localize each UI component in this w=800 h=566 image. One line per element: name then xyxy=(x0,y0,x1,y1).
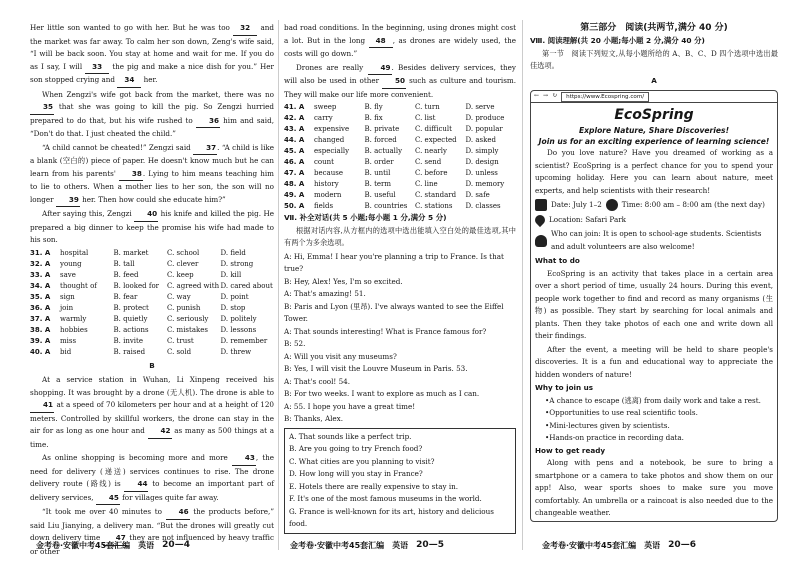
choice-option: D. How long will you stay in France? xyxy=(289,469,423,478)
blank-32: 32 xyxy=(233,22,257,36)
blank-40: 40 xyxy=(134,208,158,222)
option-d: D. kill xyxy=(220,270,242,279)
option-b: B. countries xyxy=(364,202,408,210)
option-a: fields xyxy=(314,202,334,210)
ecospring-logo: EcoSpring xyxy=(614,107,694,123)
option-b: B. market xyxy=(113,248,149,257)
option-b: B. fly xyxy=(364,103,383,111)
option-row xyxy=(284,124,516,135)
option-row xyxy=(284,113,516,124)
option-row xyxy=(30,303,274,314)
option-c: C. clever xyxy=(167,259,199,268)
option-d: D. remember xyxy=(220,336,268,345)
option-d: D. cared about xyxy=(220,281,273,290)
option-b: B. looked for xyxy=(113,281,160,290)
option-d: D. field xyxy=(220,248,246,257)
option-b: B. fix xyxy=(364,114,383,122)
why-item: • Mini-lectures given by scientists. xyxy=(545,420,773,433)
option-c: C. before xyxy=(415,169,448,177)
option-d: D. produce xyxy=(465,114,505,122)
option-n: 40. A xyxy=(30,347,51,356)
section-instructions: 第一节 阅读下列短文,从每小题所给的 A、B、C、D 四个选项中选出最佳选项。 xyxy=(530,48,778,70)
option-row xyxy=(284,179,516,190)
option-d: D. politely xyxy=(220,314,257,323)
option-b: B. quietly xyxy=(113,314,148,323)
dialogue-line: B: Thanks, Alex. xyxy=(284,414,344,423)
passage-paragraph: Her little son wanted to go with her. But he was too 32 and the market was far away. To calm her son down, Zeng's wife said, “I will be back soon. You stay at home and wait for me. If you do as I say, I will 33 the pig and make a nice dish for you.” Her son stopped crying and 34 her. xyxy=(30,22,274,88)
option-a: modern xyxy=(314,191,342,199)
option-d: D. safe xyxy=(465,191,490,199)
dialogue-line: A: That's cool! 54. xyxy=(284,376,351,386)
column-divider xyxy=(522,20,523,550)
option-a: because xyxy=(314,169,343,177)
option-n: 36. A xyxy=(30,303,51,312)
option-d: D. strong xyxy=(220,259,254,268)
option-d: D. unless xyxy=(465,169,498,177)
location-row xyxy=(535,214,773,227)
dialogue-line: A: That's amazing! 51. xyxy=(284,289,366,298)
option-d: D. threw xyxy=(220,347,252,356)
footer-page-number: 20—6 xyxy=(668,540,696,550)
why-item: • Opportunities to use real scientific tools. xyxy=(545,407,773,420)
option-row xyxy=(30,314,274,325)
passage-paragraph: “It took me over 40 minutes to 46 the products before,” said Liu Jianying, a delivery man. “But the drones will greatly cut down delivery time 47 they are not influenced by heavy traffic or other xyxy=(30,507,274,556)
dialogue-line: B: Yes, I will visit the Louvre Museum in Paris. 53. xyxy=(284,364,468,373)
footer-subject: 英语 xyxy=(138,540,155,550)
location-pin-icon xyxy=(533,213,547,227)
blank-41: 41 xyxy=(30,399,54,413)
who-row xyxy=(535,228,773,253)
dialogue-line: A: 55. I hope you have a great time! xyxy=(284,401,416,411)
why-item: • A chance to escape (逃离) from daily work and take a rest. xyxy=(545,395,773,408)
option-row xyxy=(30,248,274,259)
column-right xyxy=(530,22,778,536)
option-n: 38. A xyxy=(30,325,51,334)
dialogue xyxy=(284,251,516,426)
option-c: C. nearly xyxy=(415,147,447,155)
blank-44: 44 xyxy=(124,478,148,492)
options-table-31-40 xyxy=(30,248,274,358)
subtagline: Join us for an exciting experience of learning science! xyxy=(538,137,770,146)
section-instructions: 根据对话内容,从方框内的选项中选出能填入空白处的最佳选项,其中有两个为多余选项。 xyxy=(284,225,516,247)
blank-35: 35 xyxy=(30,101,54,115)
dialogue-line: A: That sounds interesting! What is France famous for? xyxy=(284,326,487,336)
option-n: 47. A xyxy=(284,169,305,177)
blank-46: 46 xyxy=(166,506,190,520)
option-d: D. design xyxy=(465,158,499,166)
option-a: carry xyxy=(314,114,333,122)
option-row xyxy=(30,259,274,270)
clock-icon xyxy=(606,199,618,211)
option-n: 42. A xyxy=(284,114,305,122)
footer-page-5 xyxy=(290,537,444,553)
option-a: hospital xyxy=(60,248,89,257)
option-row xyxy=(30,281,274,292)
passage-label-b: B xyxy=(149,360,155,370)
footer-page-number: 20—5 xyxy=(416,540,444,550)
option-b: B. until xyxy=(364,169,391,177)
option-a: count xyxy=(314,158,334,166)
passage-paragraph: “A child cannot be cheated!” Zengzi said 37. “A child is like a blank (空白的) piece of paper. He doesn't know much but he can learn from his parents' 38. Lying to him means teaching him to lie to others. When a mother lies to her son, the son will no longer 39 her. Then how could she educate him?” xyxy=(30,142,274,208)
blank-50: 50 xyxy=(382,75,406,89)
heading-what-to-do: What to do xyxy=(535,256,580,265)
option-a: sweep xyxy=(314,103,337,111)
option-row xyxy=(30,336,274,347)
option-n: 43. A xyxy=(284,125,305,133)
option-a: young xyxy=(60,259,82,268)
option-n: 45. A xyxy=(284,147,305,155)
choice-option: F. It's one of the most famous museums in the world. xyxy=(289,494,482,503)
option-row xyxy=(30,270,274,281)
option-a: sign xyxy=(60,292,75,301)
passage-paragraph: When Zengzi's wife got back from the market, there was no 35 that she was going to kill the pig. So Zengzi hurried prepared to do that, but his wife rushed to 36 him and said, “Don't do that. I just cheated the child.” xyxy=(30,89,274,138)
intro-text: Do you love nature? Have you dreamed of working as a scientist? EcoSpring is a perfect chance for you to spend your upcoming holiday. Here you can learn about nature, meet experts, and help scientists with their research! xyxy=(535,148,773,195)
option-b: B. raised xyxy=(113,347,146,356)
dialogue-line: A: Will you visit any museums? xyxy=(284,351,397,361)
blank-49: 49 xyxy=(368,62,392,76)
blank-48: 48 xyxy=(369,35,393,49)
option-row xyxy=(284,157,516,168)
how-text: Along with pens and a notebook, be sure to bring a smartphone or a camera to take photos and show them on our app! Also, wear sports shoes to make sure you move comfortably. An umbrella or a raincoat is also needed due to the changeable weather. xyxy=(535,458,773,517)
heading-why-join: Why to join us xyxy=(535,383,593,392)
heading-how-ready: How to get ready xyxy=(535,445,606,455)
tagline: Explore Nature, Share Discoveries! xyxy=(578,126,730,135)
option-a: expensive xyxy=(314,125,350,133)
option-a: save xyxy=(60,270,76,279)
time-text: Time: 8:00 am – 8:00 am (the next day) xyxy=(621,200,765,209)
option-a: hobbies xyxy=(60,325,88,334)
who-text: Who can join: It is open to school-age students. Scientists and adult volunteers are also welcome! xyxy=(551,229,762,251)
option-row xyxy=(284,146,516,157)
choices-box xyxy=(284,428,516,534)
why-list xyxy=(535,395,773,445)
option-n: 33. A xyxy=(30,270,51,279)
option-a: join xyxy=(60,303,74,312)
choice-option: C. What cities are you planning to visit? xyxy=(289,456,435,466)
option-n: 32. A xyxy=(30,259,51,268)
option-d: D. memory xyxy=(465,180,505,188)
dialogue-line: B: For two weeks. I want to explore as much as I can. xyxy=(284,389,480,398)
blank-39: 39 xyxy=(56,194,80,208)
option-row xyxy=(30,292,274,303)
blank-33: 33 xyxy=(85,61,109,75)
option-c: C. list xyxy=(415,114,436,122)
option-n: 37. A xyxy=(30,314,51,323)
option-d: D. asked xyxy=(465,136,496,144)
dialogue-line: A: Hi, Emma! I hear you're planning a trip to France. Is that true? xyxy=(284,251,504,273)
option-b: B. private xyxy=(364,125,400,133)
passage-paragraph: bad road conditions. In the beginning, using drones might cost a lot. But in the long 48 , as drones are widely used, the costs will go down.” xyxy=(284,23,516,58)
reload-icon: ↻ xyxy=(552,92,558,100)
option-c: C. expected xyxy=(415,136,457,144)
choice-option: E. Hotels there are really expensive to stay in. xyxy=(289,481,459,491)
blank-36: 36 xyxy=(196,115,220,129)
option-c: C. seriously xyxy=(167,314,209,323)
after-text: After the event, a meeting will be held to share people's discoveries. It is a fun and educational way to appreciate the hidden wonders of nature! xyxy=(535,344,773,379)
option-n: 49. A xyxy=(284,191,305,199)
option-c: C. stations xyxy=(415,202,453,210)
option-b: B. term xyxy=(364,180,392,188)
footer-subject: 英语 xyxy=(392,540,409,550)
dialogue-line: B: Paris and Lyon (里昂). I've always wanted to see the Eiffel Tower. xyxy=(284,301,504,323)
option-c: C. line xyxy=(415,180,438,188)
calendar-icon xyxy=(535,199,547,211)
option-b: B. invite xyxy=(113,336,143,345)
location-text: Location: Safari Park xyxy=(549,214,627,224)
option-c: C. keep xyxy=(167,270,194,279)
passage-paragraph: At a service station in Wuhan, Li Xinpeng received his shopping. It was brought by a drone (无人机). The drone is able to 41 at a speed of 70 kilometers per hour and at a height of 120 meters. Controlled by skillful workers, the drone can stay in the air for as long as one hour and 42 as many as 500 things at a time. xyxy=(30,375,274,449)
option-b: B. useful xyxy=(364,191,396,199)
option-c: C. difficult xyxy=(415,125,452,133)
passage-paragraph: After saying this, Zengzi 40 his knife and killed the pig. He prepared a big dinner to keep the promise his wife had made to his son. xyxy=(30,209,274,244)
footer-subject: 英语 xyxy=(644,540,661,550)
option-b: B. tall xyxy=(113,259,135,268)
option-d: D. simply xyxy=(465,147,499,155)
option-c: C. turn xyxy=(415,103,440,111)
option-row xyxy=(284,102,516,113)
option-b: B. forced xyxy=(364,136,397,144)
footer-page-4 xyxy=(36,537,190,553)
option-c: C. punish xyxy=(167,303,201,312)
option-c: C. sold xyxy=(167,347,192,356)
option-row xyxy=(284,168,516,179)
option-a: history xyxy=(314,180,339,188)
footer-title: 金考卷·安徽中考45套汇编 xyxy=(542,540,637,550)
option-row xyxy=(284,190,516,201)
option-row xyxy=(30,347,274,358)
option-c: C. way xyxy=(167,292,191,301)
option-d: D. stop xyxy=(220,303,246,312)
blank-42: 42 xyxy=(148,425,172,439)
blank-34: 34 xyxy=(117,74,141,88)
passage-paragraph: As online shopping is becoming more and more 43, the need for delivery (递送) services continues to rise. The drone delivery route (路线) is 44 to become an important part of delivery services, 45 for villages quite far away. xyxy=(30,452,274,505)
option-n: 44. A xyxy=(284,136,305,144)
passage-paragraph: Drones are really 49. Besides delivery services, they will also be used in other 50 such as culture and tourism. They will make our life more convenient. xyxy=(284,62,516,99)
choice-option: A. That sounds like a perfect trip. xyxy=(289,431,412,441)
ad-browser-frame xyxy=(530,90,778,522)
dialogue-line: B: Hey, Alex! Yes, I'm so excited. xyxy=(284,276,403,286)
option-a: warmly xyxy=(60,314,87,323)
passage-label-a: A xyxy=(651,75,657,85)
option-row xyxy=(284,201,516,212)
option-a: changed xyxy=(314,136,345,144)
section-title-reading: Ⅷ. 阅读理解(共 20 小题;每小题 2 分,满分 40 分) xyxy=(530,36,705,45)
option-c: C. mistakes xyxy=(167,325,208,334)
option-n: 39. A xyxy=(30,336,51,345)
blank-47: 47 xyxy=(103,532,127,546)
option-b: B. order xyxy=(364,158,394,166)
option-d: D. classes xyxy=(465,202,501,210)
option-d: D. serve xyxy=(465,103,495,111)
choice-option: B. Are you going to try French food? xyxy=(289,444,423,453)
dialogue-line: B: 52. xyxy=(284,339,306,348)
blank-45: 45 xyxy=(96,492,120,506)
option-a: especially xyxy=(314,147,350,155)
back-arrow-icon: ← xyxy=(534,92,540,100)
option-a: thought of xyxy=(60,281,97,290)
footer-title: 金考卷·安徽中考45套汇编 xyxy=(36,540,131,550)
option-a: miss xyxy=(60,336,77,345)
option-b: B. feed xyxy=(113,270,139,279)
date-text: Date: July 1–2 xyxy=(551,200,602,209)
footer-page-number: 20—4 xyxy=(162,540,190,550)
option-d: D. popular xyxy=(465,125,503,133)
option-n: 31. A xyxy=(30,248,51,257)
forward-arrow-icon: → xyxy=(543,92,549,100)
choice-option: G. France is well-known for its art, history and delicious food. xyxy=(289,506,494,528)
why-item: • Hands-on practice in recording data. xyxy=(545,432,773,445)
blank-38: 38 xyxy=(119,168,143,182)
footer-page-6 xyxy=(542,537,696,553)
column-divider xyxy=(278,20,279,550)
what-text: EcoSpring is an activity that takes place in a certain area over a short period of time, usually 24 hours. During this event, people work together to find and record as many organisms (生物) as possible. They start by searching for local animals and plants. Then they take photos of each one and write down all their findings. xyxy=(535,268,773,340)
blank-43: 43 xyxy=(232,452,256,466)
option-n: 50. A xyxy=(284,202,305,210)
option-a: bid xyxy=(60,347,72,356)
column-middle xyxy=(284,22,516,536)
section-title-dialogue: Ⅶ. 补全对话(共 5 小题;每小题 1 分,满分 5 分) xyxy=(284,213,447,222)
option-n: 41. A xyxy=(284,103,305,111)
option-c: C. agreed with xyxy=(167,281,220,290)
option-c: C. school xyxy=(167,248,200,257)
option-b: B. protect xyxy=(113,303,149,312)
person-icon xyxy=(535,235,547,247)
option-n: 48. A xyxy=(284,180,305,188)
option-n: 46. A xyxy=(284,158,305,166)
blank-37: 37 xyxy=(193,142,217,156)
option-row xyxy=(30,325,274,336)
option-n: 34. A xyxy=(30,281,51,290)
date-time-row xyxy=(535,199,773,212)
url-field: https://www.Ecospring.com/ xyxy=(561,92,649,102)
option-row xyxy=(284,135,516,146)
browser-bar xyxy=(531,91,777,103)
options-table-41-50 xyxy=(284,102,516,212)
option-b: B. actions xyxy=(113,325,149,334)
option-n: 35. A xyxy=(30,292,51,301)
part-title: 第三部分 阅读(共两节,满分 40 分) xyxy=(580,23,728,33)
option-c: C. standard xyxy=(415,191,457,199)
option-c: C. trust xyxy=(167,336,194,345)
option-b: B. actually xyxy=(364,147,403,155)
option-b: B. fear xyxy=(113,292,138,301)
footer-title: 金考卷·安徽中考45套汇编 xyxy=(290,540,385,550)
option-d: D. point xyxy=(220,292,249,301)
option-c: C. send xyxy=(415,158,442,166)
option-d: D. lessons xyxy=(220,325,257,334)
